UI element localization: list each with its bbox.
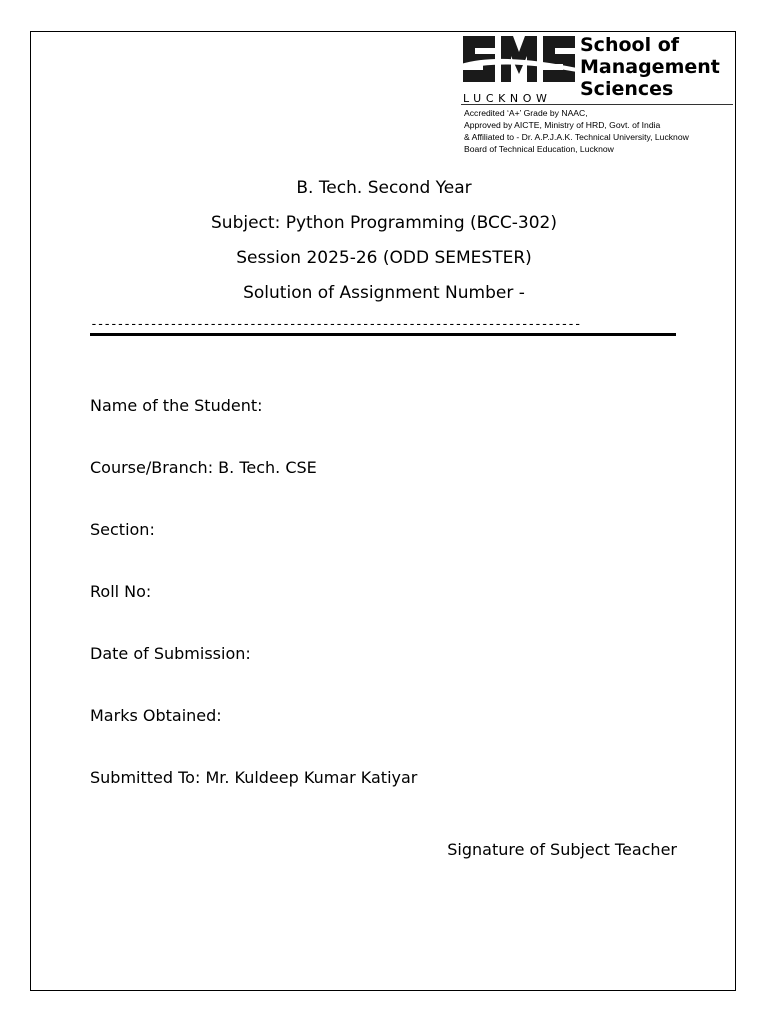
- sms-logo-mark-icon: [461, 34, 577, 90]
- field-submitted-to: Submitted To: Mr. Kuldeep Kumar Katiyar: [90, 768, 418, 787]
- heading-year: B. Tech. Second Year: [296, 178, 472, 198]
- heading-session: Session 2025-26 (ODD SEMESTER): [236, 248, 532, 268]
- student-details: [90, 394, 417, 828]
- accreditation-line: Board of Technical Education, Lucknow: [464, 144, 614, 154]
- school-logo: [461, 34, 733, 158]
- field-marks-obtained: Marks Obtained:: [90, 706, 222, 725]
- field-section: Section:: [90, 520, 155, 539]
- logo-name-line: School of: [580, 34, 680, 56]
- logo-accreditation: [464, 107, 689, 155]
- field-date-of-submission: Date of Submission:: [90, 644, 251, 663]
- accreditation-line: Approved by AICTE, Ministry of HRD, Govt. of India: [464, 120, 661, 130]
- logo-name-line: Sciences: [580, 78, 674, 100]
- field-course-branch: Course/Branch: B. Tech. CSE: [90, 458, 317, 477]
- accreditation-line: & Affiliated to - Dr. A.P.J.A.K. Technical University, Lucknow: [464, 132, 689, 142]
- heading-subject: Subject: Python Programming (BCC-302): [211, 213, 557, 233]
- document-heading: [0, 171, 768, 311]
- dashed-separator: --------------------------------------------------------------------------: [90, 317, 581, 332]
- signature-label: Signature of Subject Teacher: [447, 840, 677, 859]
- logo-city: LUCKNOW: [463, 92, 552, 105]
- field-roll-no: Roll No:: [90, 582, 152, 601]
- field-student-name: Name of the Student:: [90, 396, 263, 415]
- logo-divider: [461, 104, 733, 105]
- accreditation-line: Accredited ‘A+’ Grade by NAAC,: [464, 108, 588, 118]
- double-rule-divider: [90, 333, 676, 336]
- logo-school-name: [580, 34, 720, 100]
- logo-name-line: Management: [580, 56, 720, 78]
- heading-assignment: Solution of Assignment Number -: [243, 283, 525, 303]
